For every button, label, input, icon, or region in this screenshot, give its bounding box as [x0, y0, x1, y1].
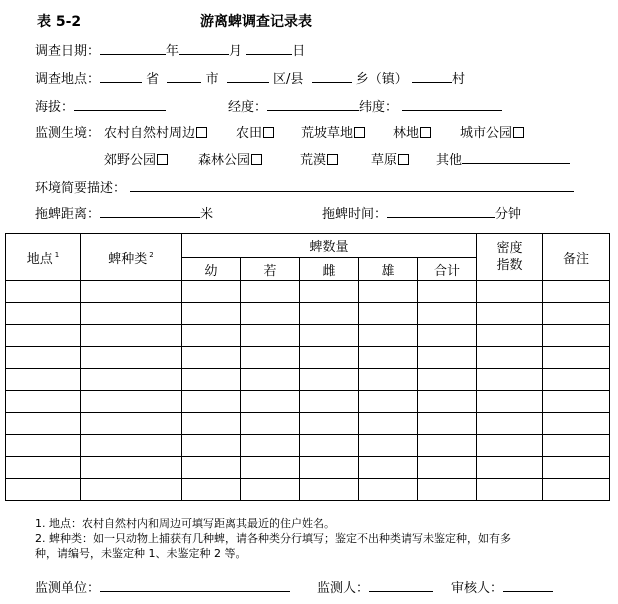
note-1: 1. 地点：农村自然村内和周边可填写距离其最近的住户姓名。: [35, 517, 335, 530]
unit-field[interactable]: [100, 577, 290, 592]
day-field[interactable]: [246, 40, 292, 55]
drag-distance-field[interactable]: [100, 203, 200, 218]
habitat-option[interactable]: [393, 122, 431, 141]
district-label: 区/县: [273, 72, 304, 87]
table-cell[interactable]: [182, 347, 241, 369]
table-cell[interactable]: [477, 479, 543, 501]
habitat-label: 监测生境：: [35, 126, 101, 141]
table-number: 表 5-2: [37, 14, 82, 30]
table-cell[interactable]: [81, 479, 182, 501]
table-cell[interactable]: [418, 347, 477, 369]
habitat-option-label: 农村自然村周边: [104, 126, 196, 141]
table-cell[interactable]: [543, 391, 610, 413]
province-field[interactable]: [100, 68, 142, 83]
table-cell[interactable]: [300, 347, 359, 369]
drag-time-field[interactable]: [387, 203, 495, 218]
table-cell[interactable]: [359, 347, 418, 369]
district-field[interactable]: [227, 68, 269, 83]
table-cell[interactable]: [182, 413, 241, 435]
table-cell[interactable]: [359, 413, 418, 435]
table-cell[interactable]: [543, 369, 610, 391]
table-cell[interactable]: [182, 435, 241, 457]
other-field[interactable]: [462, 149, 570, 164]
monitor-field[interactable]: [369, 577, 433, 592]
table-cell[interactable]: [6, 457, 81, 479]
table-cell[interactable]: [6, 347, 81, 369]
table-cell[interactable]: [182, 479, 241, 501]
table-cell[interactable]: [543, 479, 610, 501]
header-count: 蜱数量: [182, 234, 477, 258]
table-cell[interactable]: [418, 435, 477, 457]
month-field[interactable]: [179, 40, 229, 55]
table-cell[interactable]: [81, 325, 182, 347]
table-cell[interactable]: [418, 325, 477, 347]
table-cell[interactable]: [6, 303, 81, 325]
table-cell[interactable]: [300, 391, 359, 413]
table-row: [6, 281, 610, 303]
table-cell[interactable]: [81, 413, 182, 435]
checkbox[interactable]: [398, 154, 409, 165]
table-row: [6, 369, 610, 391]
table-cell[interactable]: [182, 369, 241, 391]
table-cell[interactable]: [300, 281, 359, 303]
footer-monitor: [317, 577, 433, 596]
table-row: [6, 303, 610, 325]
habitat-option[interactable]: [371, 149, 409, 168]
habitat-option-label: 城市公园: [460, 126, 513, 141]
drag-time-label: 拖蜱时间：: [322, 207, 388, 222]
habitat-option-label: 荒漠: [300, 153, 327, 168]
habitat-other: [436, 149, 570, 168]
subheader-larva: 幼: [182, 258, 241, 281]
table-cell[interactable]: [543, 435, 610, 457]
checkbox[interactable]: [513, 127, 524, 138]
table-cell[interactable]: [359, 303, 418, 325]
survey-location-row: [35, 68, 465, 87]
table-row: [6, 391, 610, 413]
table-cell[interactable]: [6, 479, 81, 501]
header-density: 密度 指数: [477, 234, 543, 281]
coords-row: [228, 96, 502, 115]
table-cell[interactable]: [477, 281, 543, 303]
table-cell[interactable]: [418, 479, 477, 501]
table-cell[interactable]: [359, 435, 418, 457]
table-cell[interactable]: [241, 457, 300, 479]
table-cell[interactable]: [81, 303, 182, 325]
table-cell[interactable]: [241, 479, 300, 501]
habitat-option-label: 林地: [393, 126, 420, 141]
habitat-option-label: 森林公园: [198, 153, 251, 168]
table-cell[interactable]: [359, 325, 418, 347]
table-cell[interactable]: [359, 369, 418, 391]
table-cell[interactable]: [6, 369, 81, 391]
habitat-option[interactable]: [236, 122, 274, 141]
table-cell[interactable]: [182, 303, 241, 325]
habitat-option[interactable]: [460, 122, 524, 141]
longitude-field[interactable]: [267, 96, 359, 111]
checkbox[interactable]: [420, 127, 431, 138]
day-label: 日: [292, 44, 306, 59]
note-2-cont: 种，请编号，未鉴定种 1、未鉴定种 2 等。: [35, 547, 247, 560]
habitat-option-label: 荒坡草地: [301, 126, 354, 141]
latitude-label: 纬度：: [359, 100, 399, 115]
checkbox[interactable]: [157, 154, 168, 165]
table-cell[interactable]: [81, 347, 182, 369]
habitat-option[interactable]: [300, 149, 338, 168]
page-title: 游离蜱调查记录表: [200, 14, 312, 30]
table-cell[interactable]: [418, 281, 477, 303]
table-cell[interactable]: [6, 413, 81, 435]
table-cell[interactable]: [543, 413, 610, 435]
table-cell[interactable]: [300, 413, 359, 435]
year-field[interactable]: [100, 40, 166, 55]
table-cell[interactable]: [241, 347, 300, 369]
township-label: 乡（镇）: [355, 72, 408, 87]
table-cell[interactable]: [81, 391, 182, 413]
table-cell[interactable]: [359, 479, 418, 501]
footer-unit: [35, 577, 290, 596]
table-row: [6, 413, 610, 435]
table-cell[interactable]: [300, 435, 359, 457]
table-cell[interactable]: [182, 391, 241, 413]
table-cell[interactable]: [81, 281, 182, 303]
table-cell[interactable]: [300, 325, 359, 347]
table-cell[interactable]: [477, 457, 543, 479]
latitude-field[interactable]: [402, 96, 502, 111]
table-cell[interactable]: [81, 369, 182, 391]
table-row: [6, 479, 610, 501]
header-remark: 备注: [543, 234, 610, 281]
table-cell[interactable]: [6, 435, 81, 457]
table-cell[interactable]: [81, 435, 182, 457]
survey-date-row: [35, 40, 305, 59]
altitude-field[interactable]: [74, 96, 166, 111]
habitat-option[interactable]: [198, 149, 262, 168]
table-cell[interactable]: [241, 281, 300, 303]
location-label: 调查地点：: [35, 72, 101, 87]
survey-date-label: 调查日期：: [35, 44, 101, 59]
monitor-label: 监测人：: [317, 581, 370, 596]
table-cell[interactable]: [418, 457, 477, 479]
habitat-option[interactable]: [104, 122, 207, 141]
city-label: 市: [205, 72, 219, 87]
habitat-option[interactable]: [104, 149, 168, 168]
table-cell[interactable]: [300, 479, 359, 501]
village-label: 村: [451, 72, 465, 87]
habitat-option-label: 草原: [371, 153, 398, 168]
table-cell[interactable]: [182, 281, 241, 303]
checkbox[interactable]: [263, 127, 274, 138]
table-cell[interactable]: [241, 413, 300, 435]
table-cell[interactable]: [477, 435, 543, 457]
table-cell[interactable]: [300, 457, 359, 479]
table-cell[interactable]: [241, 391, 300, 413]
subheader-nymph: 若: [241, 258, 300, 281]
table-row: [6, 347, 610, 369]
reviewer-label: 审核人：: [451, 581, 504, 596]
habitat-option-label: 农田: [236, 126, 263, 141]
drag-distance-label: 拖蜱距离：: [35, 207, 101, 222]
table-row: [6, 325, 610, 347]
table-cell[interactable]: [477, 413, 543, 435]
env-row: [35, 177, 574, 196]
table-cell[interactable]: [477, 325, 543, 347]
footer-reviewer: [451, 577, 553, 596]
table-cell[interactable]: [543, 347, 610, 369]
table-cell[interactable]: [6, 325, 81, 347]
table-cell[interactable]: [359, 281, 418, 303]
checkbox[interactable]: [327, 154, 338, 165]
township-field[interactable]: [312, 68, 352, 83]
minute-label: 分钟: [495, 207, 522, 222]
table-cell[interactable]: [418, 413, 477, 435]
village-field[interactable]: [412, 68, 452, 83]
table-cell[interactable]: [543, 281, 610, 303]
record-table: [5, 233, 610, 501]
table-cell[interactable]: [477, 303, 543, 325]
table-cell[interactable]: [543, 303, 610, 325]
table-cell[interactable]: [359, 457, 418, 479]
table-cell[interactable]: [418, 369, 477, 391]
altitude-row: [35, 96, 166, 115]
table-row: [6, 457, 610, 479]
table-cell[interactable]: [182, 457, 241, 479]
table-cell[interactable]: [477, 347, 543, 369]
table-cell[interactable]: [477, 369, 543, 391]
table-cell[interactable]: [300, 369, 359, 391]
other-label: 其他: [436, 153, 463, 168]
city-field[interactable]: [167, 68, 201, 83]
habitat-option[interactable]: [301, 122, 365, 141]
table-cell[interactable]: [418, 303, 477, 325]
habitat-option-label: 郊野公园: [104, 153, 157, 168]
reviewer-field[interactable]: [503, 577, 553, 592]
table-cell[interactable]: [241, 435, 300, 457]
table-row: [6, 435, 610, 457]
subheader-total: 合计: [418, 258, 477, 281]
drag-distance-row: [35, 203, 213, 222]
table-cell[interactable]: [241, 303, 300, 325]
unit-label: 监测单位：: [35, 581, 101, 596]
table-cell[interactable]: [241, 325, 300, 347]
table-cell[interactable]: [359, 391, 418, 413]
table-cell[interactable]: [6, 281, 81, 303]
altitude-label: 海拔：: [35, 100, 75, 115]
table-cell[interactable]: [543, 325, 610, 347]
year-label: 年: [166, 44, 180, 59]
table-cell[interactable]: [81, 457, 182, 479]
subheader-female: 雌: [300, 258, 359, 281]
table-cell[interactable]: [477, 391, 543, 413]
table-cell[interactable]: [6, 391, 81, 413]
table-cell[interactable]: [418, 391, 477, 413]
header-species: 蜱种类 $^2$: [81, 234, 182, 281]
env-label: 环境简要描述：: [35, 181, 127, 196]
table-cell[interactable]: [182, 325, 241, 347]
month-label: 月: [229, 44, 243, 59]
drag-time-row: [322, 203, 521, 222]
meter-label: 米: [200, 207, 214, 222]
checkbox[interactable]: [251, 154, 262, 165]
env-field[interactable]: [130, 177, 574, 192]
table-cell[interactable]: [543, 457, 610, 479]
note-2: 2. 蜱种类：如一只动物上捕获有几种蜱，请各种类分行填写；鉴定不出种类请写未鉴定种，如有多: [35, 532, 511, 545]
province-label: 省: [146, 72, 160, 87]
checkbox[interactable]: [196, 127, 207, 138]
checkbox[interactable]: [354, 127, 365, 138]
subheader-male: 雄: [359, 258, 418, 281]
table-cell[interactable]: [241, 369, 300, 391]
header-site: 地点 $^1$: [6, 234, 81, 281]
longitude-label: 经度：: [228, 100, 268, 115]
table-cell[interactable]: [300, 303, 359, 325]
